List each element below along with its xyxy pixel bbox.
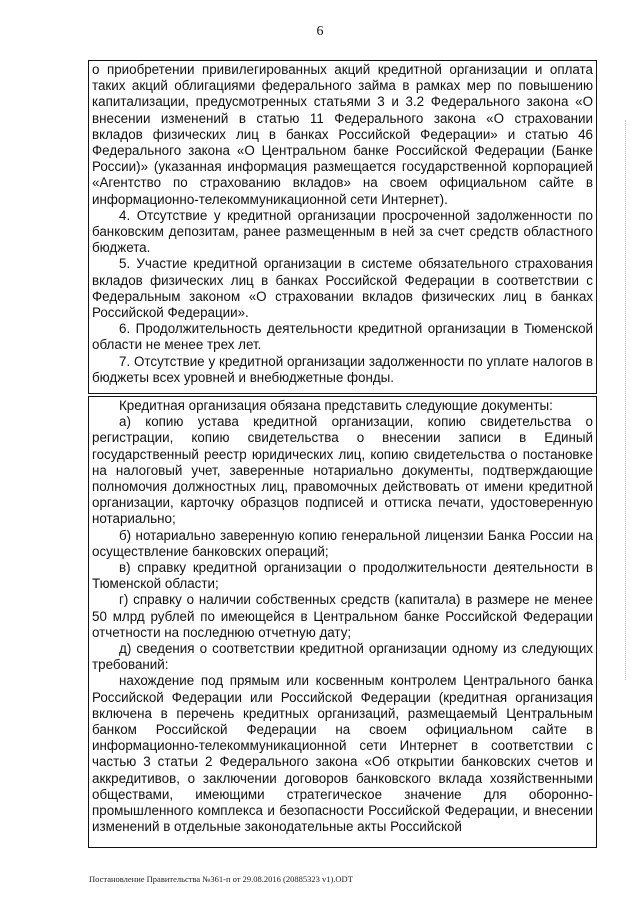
document-item-b: б) нотариально заверенную копию генеральной лицензии Банка России на осуществление банковских операций;	[92, 527, 593, 559]
footer-document-reference: Постановление Правительства №361-п от 29.08.2016 (20885323 v1).ODT	[89, 874, 353, 884]
document-item-v: в) справку кредитной организации о продолжительности деятельности в Тюменской области;	[92, 560, 593, 592]
scan-edge-mark	[625, 120, 627, 680]
document-item-d: д) сведения о соответствии кредитной организации одному из следующих требований:	[92, 641, 593, 673]
page-number: 6	[316, 24, 324, 39]
document-item-a: а) копию устава кредитной организации, копию свидетельства о регистрации, копию свидетельства о внесении записи в Единый государственный реестр юридических лиц, копию свидетельства о постановке на налоговый учет, заверенные нотариально документы, подтверждающие полномочия должностных лиц, правомочных действовать от имени кредитной организации, карточку образцов подписей и оттиска печати, удостоверенную нотариально;	[92, 414, 593, 527]
paragraph-capitalization: о приобретении привилегированных акций кредитной организации и оплата таких акций облигациями федерального займа в рамках мер по повышению капитализации, предусмотренных статьями 3 и 3.2 Федерального закона «О внесении изменений в статью 11 Федерального закона «О страховании вкладов физических лиц в банках Российской Федерации» и статью 46 Федерального закона «О Центральном банке Российской Федерации (Банке России)» (указанная информация размещается государственной корпорацией «Агентство по страхованию вкладов» на своем официальном сайте в информационно-телекоммуникационной сети Интернет).	[92, 62, 593, 207]
paragraph-condition-6: 6. Продолжительность деятельности кредитной организации в Тюменской области не менее трех лет.	[92, 321, 593, 353]
requirement-state-control: нахождение под прямым или косвенным контролем Центрального банка Российской Федерации или Российской Федерации (кредитная организация включена в перечень кредитных организаций, размещаемый Центральным банком Российской Федерации на своем официальном сайте в информационно-телекоммуникационной сети Интернет в соответствии с частью 3 статьи 2 Федерального закона «Об открытии банковских счетов и аккредитивов, о заключении договоров банковского вклада хозяйственными обществами, имеющими стратегическое значение для оборонно-промышленного комплекса и безопасности Российской Федерации, и внесении изменений в отдельные законодательные акты Российской	[92, 673, 593, 835]
paragraph-condition-5: 5. Участие кредитной организации в системе обязательного страхования вкладов физических лиц в банках Российской Федерации в соответствии с Федеральным законом «О страховании вкладов физических лиц в банках Российской Федерации».	[92, 256, 593, 321]
conditions-box	[88, 60, 597, 394]
documents-intro: Кредитная организация обязана представить следующие документы:	[119, 398, 553, 413]
paragraph-condition-7: 7. Отсутствие у кредитной организации задолженности по уплате налогов в бюджеты всех уровней и внебюджетные фонды.	[92, 353, 593, 385]
paragraph-condition-4: 4. Отсутствие у кредитной организации просроченной задолженности по банковским депозитам, ранее размещенным в ней за счет средств областного бюджета.	[92, 207, 593, 256]
document-item-g: г) справку о наличии собственных средств (капитала) в размере не менее 50 млрд рублей по имеющейся в Центральном банке Российской Федерации отчетности на последнюю отчетную дату;	[92, 592, 593, 640]
documents-box	[88, 396, 597, 848]
